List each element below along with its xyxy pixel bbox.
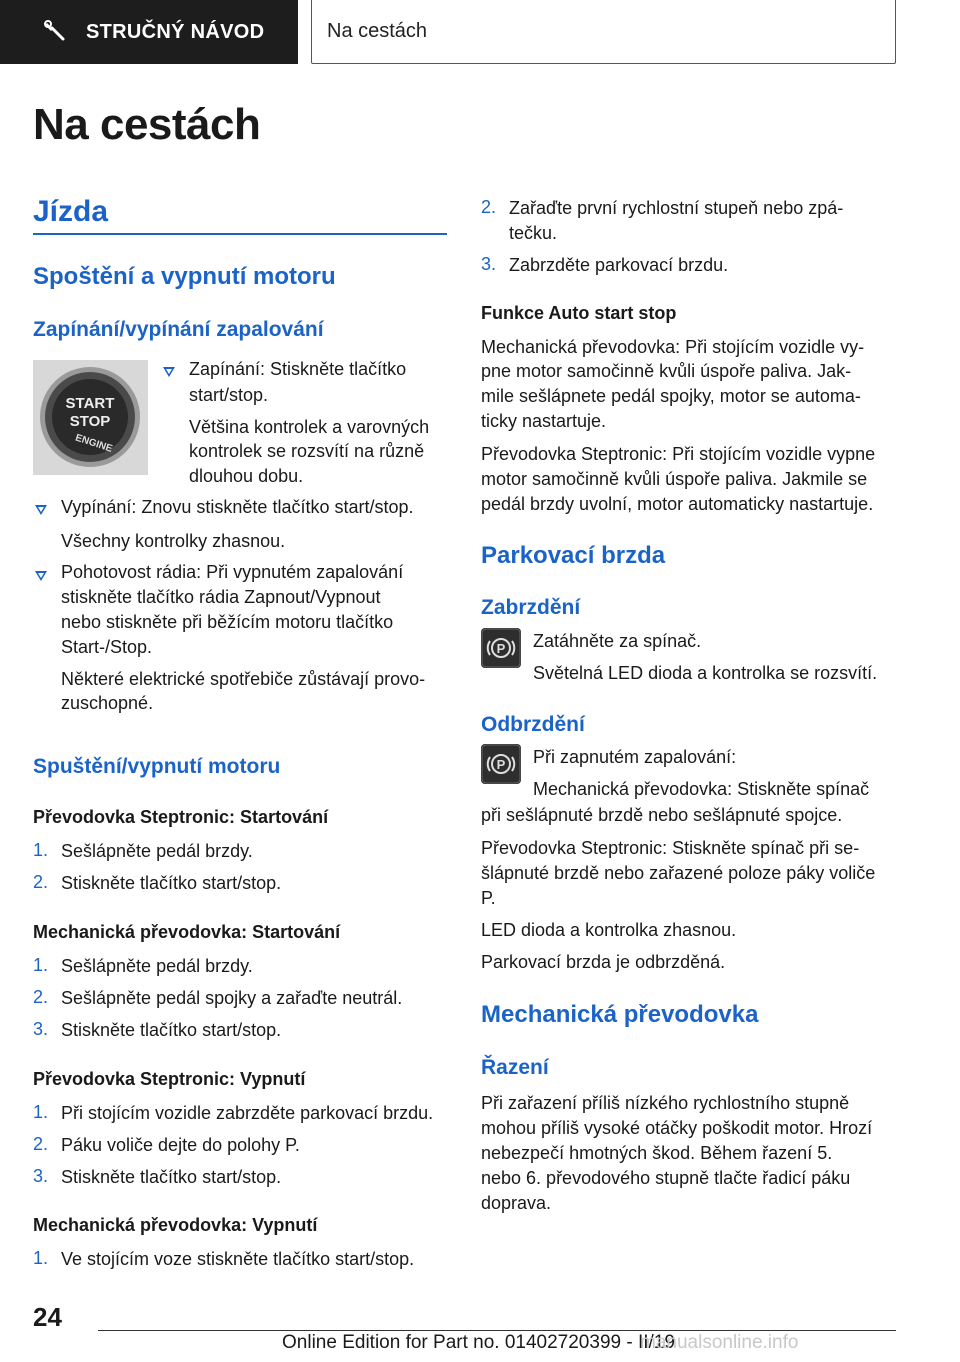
auto-p1-line: pne motor samočinně kvůli úspoře paliva. Jak- xyxy=(481,361,852,381)
step3: Zabrzděte parkovací brzdu. xyxy=(509,255,729,275)
stop-label: STOP xyxy=(69,413,111,430)
heading-start-engine: Spoštění a vypnutí motoru xyxy=(33,263,336,290)
heading-engine-start-stop: Spuštění/vypnutí motoru xyxy=(33,755,281,778)
auto-p1-line: mile sešlápnete pedál spojky, motor se automa- xyxy=(481,386,861,406)
group1-title: Převodovka Steptronic: Startování xyxy=(33,807,329,827)
bullet-1-para2-line3: dlouhou dobu. xyxy=(189,466,304,486)
page-number: 24 xyxy=(33,1302,62,1332)
list-item: Při stojícím vozidle zabrzděte parkovací brzdu. xyxy=(61,1103,434,1123)
auto-p1-line: Mechanická převodovka: Při stojícím vozidle vy- xyxy=(481,337,865,357)
list-number: 1. xyxy=(33,840,49,860)
start-stop-button-image xyxy=(33,360,148,475)
heading-rule xyxy=(33,233,447,235)
list-item: Páku voliče dejte do polohy P. xyxy=(61,1135,300,1155)
release-line3: při sešlápnuté brzdě nebo sešlápnuté spojce. xyxy=(481,805,843,825)
list-item: Stiskněte tlačítko start/stop. xyxy=(61,873,282,893)
parking-brake-switch-image xyxy=(481,628,521,668)
shift-line: doprava. xyxy=(481,1193,552,1213)
heading-manual-gearbox: Mechanická převodovka xyxy=(481,1001,759,1028)
list-number: 3. xyxy=(33,1166,49,1186)
bullet-triangle-icon xyxy=(35,505,47,515)
list-number: 3. xyxy=(481,254,497,274)
list-number: 2. xyxy=(33,1134,49,1154)
bullet-3-line3: nebo stiskněte při běžícím motoru tlačítko xyxy=(61,612,394,632)
footer-edition: Online Edition for Part no. 01402720399 - II/19 xyxy=(282,1332,675,1353)
bullet-3-line2: stiskněte tlačítko rádia Zapnout/Vypnout xyxy=(61,587,381,607)
release-line1: Při zapnutém zapalování: xyxy=(533,747,737,767)
bullet-triangle-icon xyxy=(163,367,175,377)
list-number: 2. xyxy=(481,197,497,217)
bullet-3-line4: Start-/Stop. xyxy=(61,637,153,657)
list-item: Sešlápněte pedál spojky a zařaďte neutrál. xyxy=(61,988,403,1008)
engine-label: ENGINE xyxy=(73,432,114,455)
footer-rule xyxy=(98,1330,896,1331)
svg-text:P: P xyxy=(496,757,506,772)
header-section-label: Na cestách xyxy=(327,20,428,42)
shift-line: nebezpečí hmotných škod. Během řazení 5. xyxy=(481,1143,833,1163)
list-number: 2. xyxy=(33,872,49,892)
start-label: START xyxy=(65,395,115,412)
shift-line: Při zařazení příliš nízkého rychlostního stupně xyxy=(481,1093,850,1113)
list-number: 3. xyxy=(33,1019,49,1039)
heading-shifting: Řazení xyxy=(481,1056,549,1079)
auto-p2-line: pedál brzdy uvolní, motor automaticky nastartuje. xyxy=(481,494,874,514)
group3-title: Převodovka Steptronic: Vypnutí xyxy=(33,1069,306,1089)
header-section-box xyxy=(311,0,896,64)
auto-start-title: Funkce Auto start stop xyxy=(481,303,677,323)
auto-p1-line: ticky nastartuje. xyxy=(481,411,607,431)
wrench-icon xyxy=(44,20,66,42)
apply-line1: Zatáhněte za spínač. xyxy=(533,631,702,651)
apply-line2: Světelná LED dioda a kontrolka se rozsvítí. xyxy=(533,663,878,683)
release-p3: LED dioda a kontrolka zhasnou. xyxy=(481,920,737,940)
svg-text:P: P xyxy=(496,641,506,656)
group2-title: Mechanická převodovka: Startování xyxy=(33,922,341,942)
page-title: Na cestách xyxy=(33,100,261,149)
release-line2: Mechanická převodovka: Stiskněte spínač xyxy=(533,779,870,799)
bullet-2-line1: Vypínání: Znovu stiskněte tlačítko start/stop. xyxy=(61,497,414,517)
bullet-1-line2: start/stop. xyxy=(189,385,269,405)
shift-line: nebo 6. převodového stupně tlačte řadicí páku xyxy=(481,1168,851,1188)
parking-brake-icon xyxy=(481,744,521,784)
release-p2-line: Převodovka Steptronic: Stiskněte spínač při se- xyxy=(481,838,860,858)
list-item: Ve stojícím voze stiskněte tlačítko start/stop. xyxy=(61,1249,415,1269)
heading-ignition: Zapínání/vypínání zapalování xyxy=(33,318,324,341)
bullet-3-para2-line2: zuschopné. xyxy=(61,693,154,713)
heading-apply: Zabrzdění xyxy=(481,596,581,619)
bullet-3-line1: Pohotovost rádia: Při vypnutém zapalování xyxy=(61,562,404,582)
auto-p2-line: motor samočinně kvůli úspoře paliva. Jakmile se xyxy=(481,469,868,489)
header-tab[interactable] xyxy=(0,0,298,64)
step2-line2: tečku. xyxy=(509,223,558,243)
header-tab-label: STRUČNÝ NÁVOD xyxy=(86,20,265,43)
bullet-triangle-icon xyxy=(35,571,47,581)
heading-parking-brake: Parkovací brzda xyxy=(481,542,666,569)
bullet-1-para2-line2: kontrolek se rozsvítí na různě xyxy=(189,441,425,461)
parking-brake-switch-image xyxy=(481,744,521,784)
release-p4: Parkovací brzda je odbrzděná. xyxy=(481,952,726,972)
bullet-3-para2-line1: Některé elektrické spotřebiče zůstávají provo- xyxy=(61,669,426,689)
shift-line: mohou příliš vysoké otáčky poškodit motor. Hrozí xyxy=(481,1118,873,1138)
release-p2-line: P. xyxy=(481,888,496,908)
bullet-1-line1: Zapínání: Stiskněte tlačítko xyxy=(189,359,407,379)
bullet-2-para2: Všechny kontrolky zhasnou. xyxy=(61,531,286,551)
list-item: Stiskněte tlačítko start/stop. xyxy=(61,1020,282,1040)
bullet-1-para2-line1: Většina kontrolek a varovných xyxy=(189,417,430,437)
parking-brake-icon xyxy=(481,628,521,668)
list-item: Sešlápněte pedál brzdy. xyxy=(61,841,253,861)
auto-p2-line: Převodovka Steptronic: Při stojícím vozidle vypne xyxy=(481,444,876,464)
heading-release: Odbrzdění xyxy=(481,713,585,736)
list-number: 2. xyxy=(33,987,49,1007)
list-number: 1. xyxy=(33,1248,49,1268)
list-number: 1. xyxy=(33,1102,49,1122)
list-item: Sešlápněte pedál brzdy. xyxy=(61,956,253,976)
list-item: Stiskněte tlačítko start/stop. xyxy=(61,1167,282,1187)
group4-title: Mechanická převodovka: Vypnutí xyxy=(33,1215,318,1235)
heading-jizda: Jízda xyxy=(33,195,109,228)
list-number: 1. xyxy=(33,955,49,975)
release-p2-line: šlápnuté brzdě nebo zařazené poloze páky voliče xyxy=(481,863,876,883)
start-stop-icon xyxy=(33,360,148,475)
step2-line1: Zařaďte první rychlostní stupeň nebo zpá- xyxy=(509,198,844,218)
footer-watermark: manualsonline.info xyxy=(640,1332,799,1353)
